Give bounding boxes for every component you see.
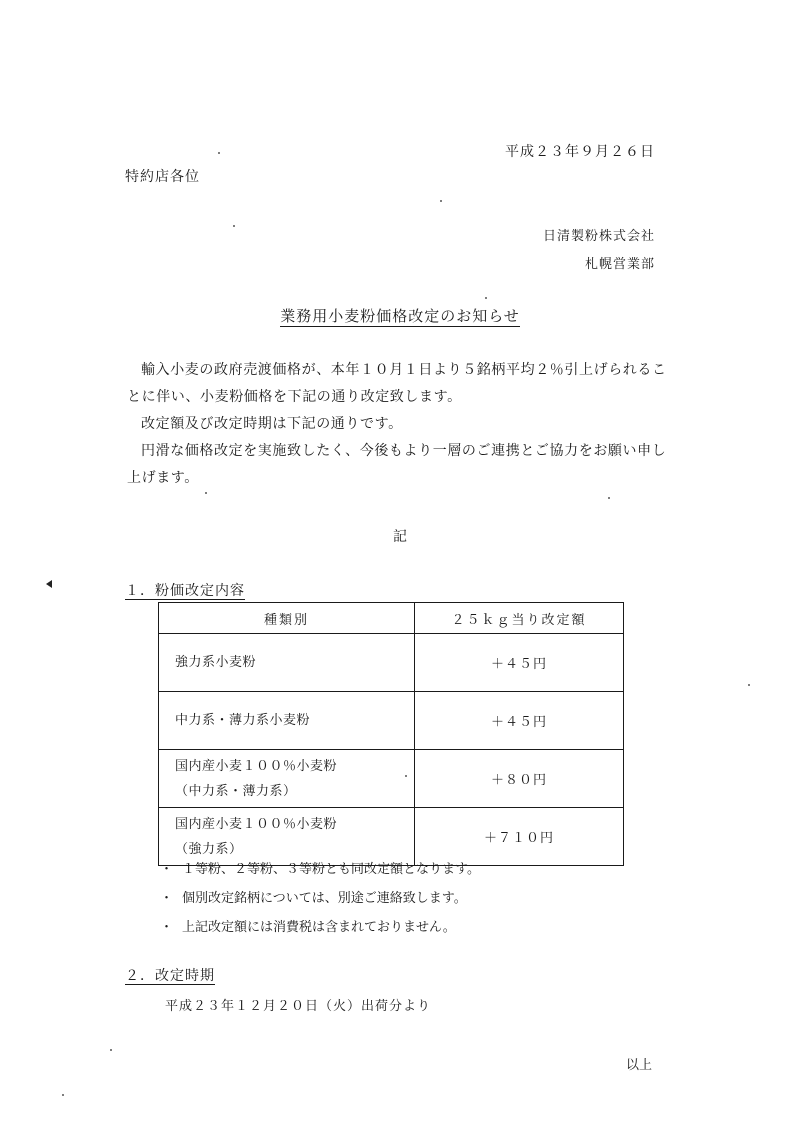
price-revision-table (158, 602, 624, 866)
table-row (159, 634, 624, 692)
price-change-cell: ＋４５円 (415, 634, 624, 692)
department-name: 札幌営業部 (584, 257, 655, 272)
scan-speck (205, 492, 207, 494)
bullet: ・ (160, 862, 174, 877)
product-type-cell (159, 634, 415, 692)
bullet: ・ (160, 920, 174, 935)
product-type-subline: （中力系・薄力系） (175, 783, 297, 799)
product-type-line: 国内産小麦１００％小麦粉 (175, 758, 338, 774)
price-change-cell: ＋７１０円 (415, 808, 624, 866)
product-type-line: 中力系・薄力系小麦粉 (175, 713, 311, 728)
product-type-line: 国内産小麦１００％小麦粉 (175, 816, 338, 832)
note-item (160, 913, 480, 942)
company-name: 日清製粉株式会社 (542, 229, 655, 244)
product-type-cell (159, 750, 415, 808)
scan-speck (405, 775, 407, 777)
product-type-line: 強力系小麦粉 (175, 655, 257, 670)
scan-speck (110, 1049, 112, 1051)
note-item (160, 855, 480, 884)
scan-speck (440, 200, 442, 202)
revision-date: 平成２３年１２月２０日（火）出荷分より (165, 999, 432, 1014)
recipient: 特約店各位 (125, 169, 200, 185)
price-change-cell: ＋４５円 (415, 692, 624, 750)
product-type-subline: （強力系） (175, 841, 243, 857)
bullet: ・ (160, 891, 174, 906)
product-type-cell (159, 692, 415, 750)
table-header-cell: 種類別 (159, 603, 415, 634)
body-paragraph-1: 輸入小麦の政府売渡価格が、本年１０月１日より５銘柄平均２％引上げられることに伴い、小麦粉価格を下記の通り改定致します。 (127, 362, 667, 405)
section-1-heading-text: １．粉価改定内容 (125, 583, 245, 599)
closing-mark: 以上 (625, 1058, 652, 1073)
price-change-cell: ＋８０円 (415, 750, 624, 808)
note-text: 個別改定銘柄については、別途ご連絡致します。 (182, 891, 467, 906)
scan-margin-mark (46, 580, 52, 588)
body-paragraph-3: 円滑な価格改定を実施致したく、今後もより一層のご連携とご協力をお願い申し上げます。 (127, 443, 667, 486)
table-row (159, 750, 624, 808)
scan-speck (218, 152, 220, 154)
table-header-cell: ２５ｋｇ当り改定額 (415, 603, 624, 634)
body-paragraph-2: 改定額及び改定時期は下記の通りです。 (141, 416, 403, 432)
scan-speck (233, 225, 235, 227)
note-item (160, 884, 480, 913)
document-title-text: 業務用小麦粉価格改定のお知らせ (280, 307, 520, 325)
document-date: 平成２３年９月２６日 (505, 144, 655, 160)
table-header-row (159, 603, 624, 634)
section-2-heading (125, 965, 215, 985)
scan-speck (62, 1094, 64, 1096)
note-text: 上記改定額には消費税は含まれておりません。 (182, 920, 456, 935)
ki-marker: 記 (393, 529, 407, 545)
document-title (0, 305, 800, 326)
section-1-heading (125, 580, 245, 600)
scan-speck (485, 297, 487, 299)
note-text: １等粉、２等粉、３等粉とも同改定額となります。 (182, 862, 480, 877)
table-row (159, 692, 624, 750)
scan-speck (608, 497, 610, 499)
scan-speck (748, 684, 750, 686)
notes-list (160, 855, 480, 942)
section-2-heading-text: ２．改定時期 (125, 968, 215, 984)
